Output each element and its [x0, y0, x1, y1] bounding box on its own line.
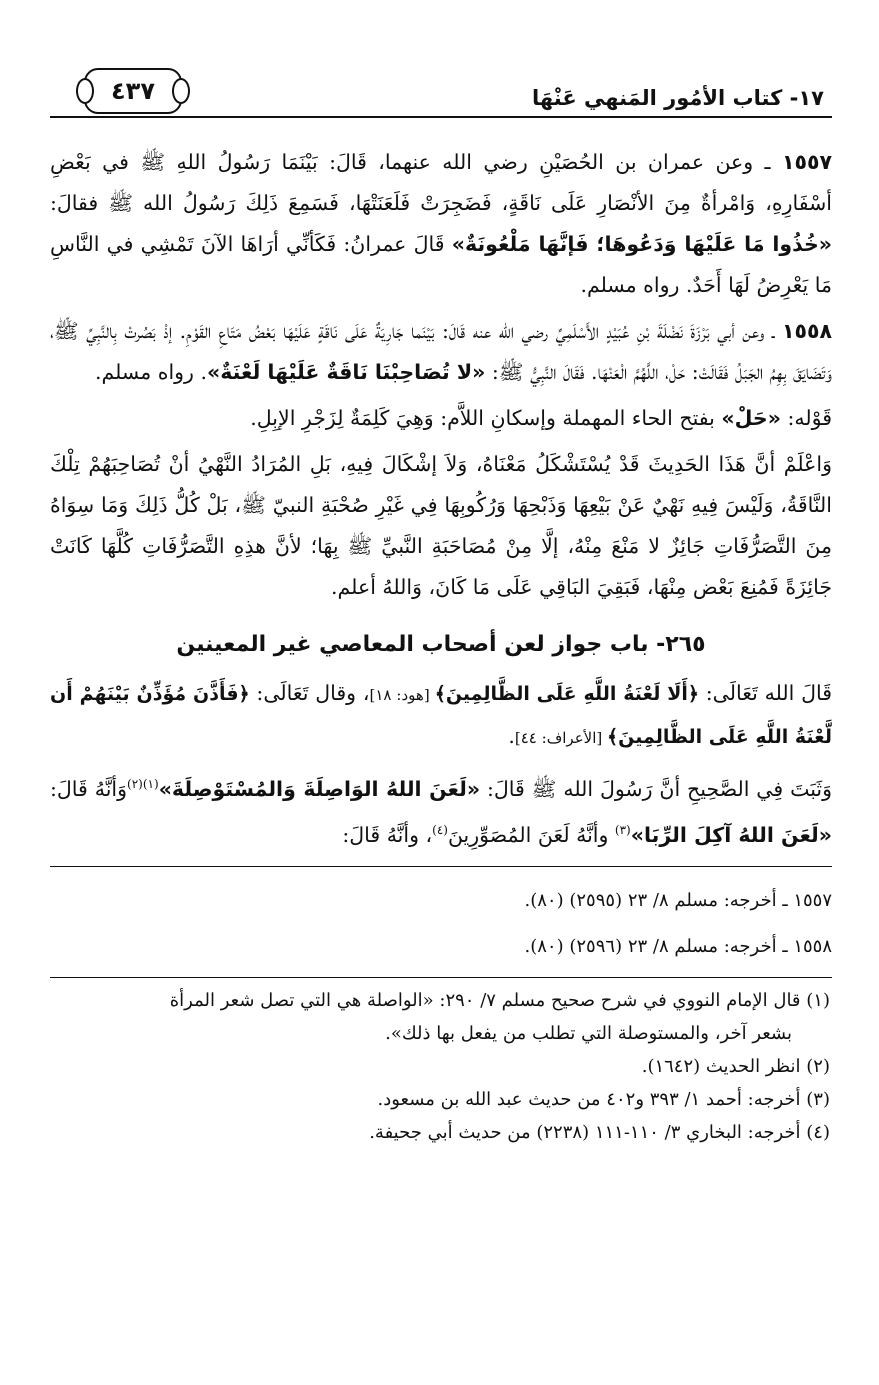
footnote-marker[interactable]: (٣) [614, 822, 631, 837]
gloss-text: قَوْله: [780, 406, 832, 430]
hadith-1558 [50, 311, 832, 393]
page-header [50, 62, 832, 118]
takhrij-1558: ١٥٥٨ ـ أخرجه: مسلم ٨/ ٢٣ (٢٥٩٦) (٨٠). [524, 935, 832, 957]
page [50, 62, 832, 1149]
footnote-1: (١) قال الإمام النووي في شرح صحيح مسلم ٧/ ٢٩٠: «الواصلة هي التي تصل شعر المرأة [169, 989, 830, 1011]
quran-verses [50, 673, 832, 759]
prophetic-quote: «لا تُصَاحِبْنَا نَاقَةٌ عَلَيْهَا لَعْنَةٌ» [206, 360, 486, 384]
hadith-text: ـ وعن أبي بَرْزَةَ نَضْلَةَ بْنِ عُبَيْدٍ الأَسْلَمِيِّ رضي الله عنه قَالَ: بَيْنَما جَارِيَةٌ عَلَى نَاقَةٍ عَلَيْهَا بَعْضُ مَتَاعِ القَوْمِ. إذْ بَصُرتْ بِالنَّبِيِّ ﷺ، وَتَضَايَقَ بِهِمُ الجَبَلُ فَقَالَتْ: حَلْ، اللَّهُمَّ الْعَنْهَا. فَقَالَ النَّبِيُّ ﷺ: [50, 319, 832, 384]
prophetic-quote: «خُذُوا مَا عَلَيْهَا وَدَعُوهَا؛ فَإنَّهَا مَلْعُونَةٌ» [451, 232, 832, 256]
hadith-number: ١٥٥٧ [781, 150, 832, 174]
gloss-word: «حَلْ» [721, 406, 781, 430]
prophetic-quote: «لَعَنَ اللهُ آكِلَ الرِّبَا» [630, 822, 832, 847]
page-number: ٤٣٧ [84, 68, 182, 114]
footnote-marker[interactable]: (٢) [127, 777, 143, 791]
hadith-text: قَالَ عمرانُ: فَكَأنِّي أرَاهَا الآنَ تَمْشِي في النَّاسِ مَا يَعْرِضُ لَهَا أَحَدٌ. رواه مسلم. [50, 232, 832, 297]
separator-rule [50, 977, 832, 978]
verse-intro: قَالَ الله تَعَالَى: [699, 681, 833, 705]
separator-rule [50, 866, 832, 867]
sahih-text: وَأنَّهُ قَالَ: [50, 776, 128, 801]
hadith-text: ـ وعن عمران بن الحُصَيْنِ رضي الله عنهما، قَالَ: بَيْنَمَا رَسُولُ اللهِ ﷺ في بَعْضِ أسْفَارِهِ، وَامْرأةٌ مِنَ الأنْصَارِ عَلَى نَاقَةٍ، فَضَجِرَتْ فَلَعَنَتْهَا، فَسَمِعَ ذَلِكَ رَسُولُ الله ﷺ فقالَ: [50, 150, 832, 215]
ayah: ﴿فَأَذَّنَ مُؤَذِّنٌ بَيْنَهُمْ أَن لَّعْنَةُ اللَّهِ عَلَى الظَّالِمِينَ﴾ [50, 683, 832, 748]
sahih-text: ، وأنَّهُ قَالَ: [342, 822, 433, 847]
hadith-text: . رواه مسلم. [94, 360, 207, 384]
sahih-text: وأنَّهُ لَعَنَ المُصَوِّرِينَ [447, 822, 615, 847]
sahih-paragraph [50, 764, 832, 856]
hadith-1557 [50, 142, 832, 306]
chapter-title: ٢٦٥- باب جواز لعن أصحاب المعاصي غير المعينين [176, 632, 706, 657]
verse-intro: ، وقال تَعَالَى: [249, 681, 370, 705]
sahih-text: وَثَبَتَ فِي الصَّحِيحِ أنَّ رَسُولَ الله ﷺ قَالَ: [480, 776, 832, 801]
ayah: ﴿أَلَا لَعْنَةُ اللَّهِ عَلَى الظَّالِمِينَ﴾ [434, 683, 700, 705]
footnote-marker[interactable]: (٤) [432, 822, 448, 837]
running-title: ١٧- كتاب الأمُور المَنهي عَنْهَا [532, 86, 824, 110]
commentary-paragraph: وَاعْلَمْ أنَّ هَذَا الحَدِيثَ قَدْ يُسْتَشْكَلُ مَعْنَاهُ، وَلاَ إشْكَالَ فِيهِ، بَلِ المُرَادُ النَّهْيُ أنْ تُصَاحِبَهُمْ تِلْكَ النَّاقَةُ، وَلَيْسَ فِيهِ نَهْيٌ عَنْ بَيْعِهَا وَذَبْحِهَا وَرُكُوبِهَا فِي غَيْرِ صُحْبَةِ النبيّ ﷺ، بَلْ كُلُّ ذَلِكَ وَمَا سِوَاهُ مِنَ التَّصَرُّفَاتِ جَائِزٌ لا مَنْعَ مِنْهُ، إلَّا مِنْ مُصَاحَبَةِ النَّبيِّ ﷺ بِهَا؛ لأنَّ هذِهِ التَّصَرُّفَاتِ كُلَّهَا كَانَتْ جَائِزَةً فَمُنِعَ بَعْض مِنْهَا، فَبَقِيَ البَاقِي عَلَى مَا كَانَ، وَاللهُ أعلم. [50, 452, 832, 599]
footnote-4: (٤) أخرجه: البخاري ٣/ ١١٠-١١١ (٢٢٣٨) من حديث أبي جحيفة. [369, 1121, 830, 1143]
punctuation: . [508, 724, 515, 748]
prophetic-quote: «لَعَنَ اللهُ الوَاصِلَةَ وَالمُسْتَوْصِلَةَ» [158, 776, 481, 801]
takhrij-section [50, 885, 832, 963]
surah-reference: [الأعراف: ٤٤] [514, 729, 607, 747]
footnote-2: (٢) انظر الحديث (١٦٤٢). [641, 1055, 830, 1077]
surah-reference: [هود: ١٨] [369, 686, 435, 704]
footnotes-section [50, 984, 832, 1149]
footnote-3: (٣) أخرجه: أحمد ١/ ٣٩٣ و٤٠٢ من حديث عبد الله بن مسعود. [377, 1088, 830, 1110]
main-text [50, 142, 832, 856]
footnote-1-continued: بشعر آخر، والمستوصلة التي تطلب من يفعل بها ذلك». [385, 1022, 792, 1044]
gloss-paragraph [50, 398, 832, 439]
gloss-text: بفتح الحاء المهملة وإسكانِ اللاَّم: وَهِيَ كَلِمَةٌ لِزَجْرِ الإبِلِ. [250, 406, 722, 430]
footnote-marker[interactable]: (١) [142, 777, 159, 791]
hadith-number: ١٥٥٨ [781, 319, 832, 343]
takhrij-1557: ١٥٥٧ ـ أخرجه: مسلم ٨/ ٢٣ (٢٥٩٥) (٨٠). [524, 889, 832, 911]
